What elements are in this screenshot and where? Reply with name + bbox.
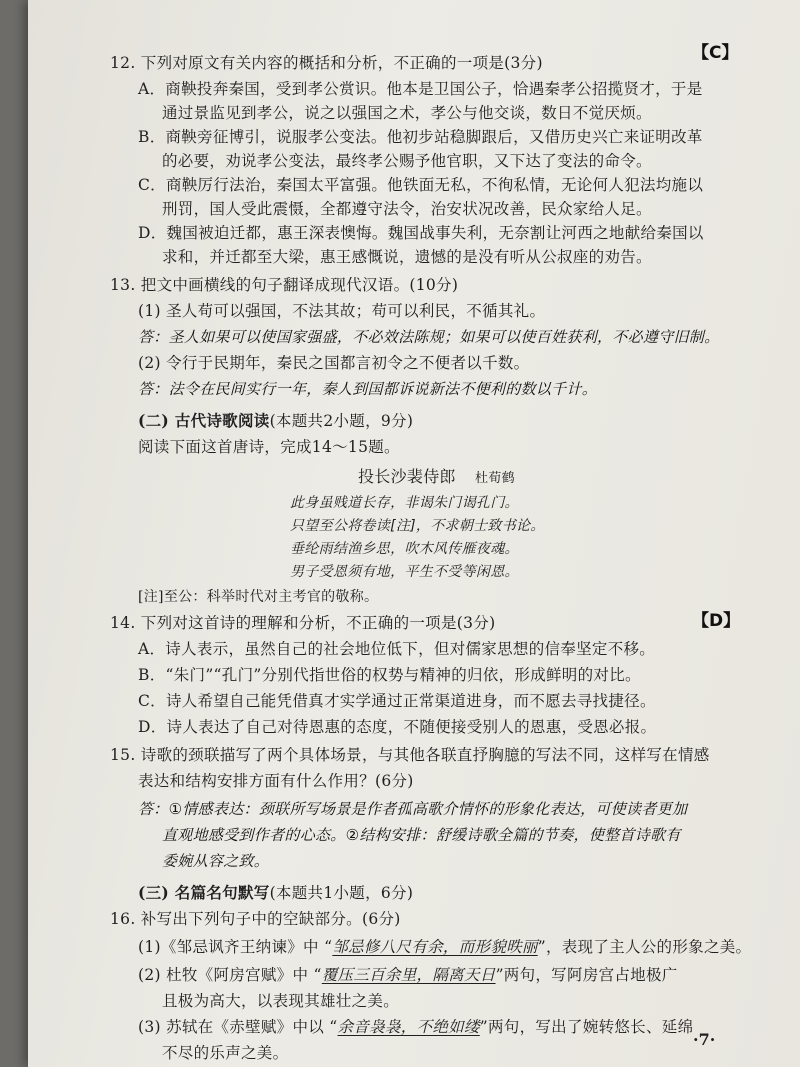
q12-option-d-line1: D．魏国被迫迁都，惠王深表懊悔。魏国战事失利，无奈割让河西之地献给秦国以	[138, 224, 704, 242]
poem-line-4: 男子受恩须有地，平生不受等闲恩。	[290, 564, 519, 580]
q16-item-3-prefix: (3) 苏轼在《赤壁赋》中以 “	[138, 1018, 338, 1036]
q16-item-2-answer: 覆压三百余里，隔离天日	[321, 966, 496, 984]
page-number: ·7·	[693, 1030, 716, 1049]
q16-item-1-answer: 邹忌修八尺有余，而形貌昳丽	[332, 938, 538, 956]
q13-answer-2: 答：法令在民间实行一年，秦人到国都诉说新法不便利的数以千计。	[138, 380, 598, 398]
q12-stem: 12. 下列对原文有关内容的概括和分析，不正确的一项是(3分)	[110, 54, 543, 72]
poem-heading	[358, 466, 515, 490]
q14-option-c: C．诗人希望自己能凭借真才实学通过正常渠道进身，而不愿去寻找捷径。	[138, 692, 656, 710]
q15-answer-line3: 委婉从容之致。	[162, 852, 270, 870]
q15-stem-line1: 15. 诗歌的颈联描写了两个具体场景，与其他各联直抒胸臆的写法不同，这样写在情感	[110, 746, 710, 764]
q16-stem: 16. 补写出下列句子中的空缺部分。(6分)	[110, 910, 401, 928]
q14-option-a: A．诗人表示，虽然自己的社会地位低下，但对儒家思想的信奉坚定不移。	[138, 640, 656, 658]
section-3-title: (三) 名篇名句默写	[138, 883, 270, 902]
q12-answer: 【C】	[692, 43, 739, 63]
q12-option-c-line1: C．商鞅厉行法治，秦国太平富强。他铁面无私，不徇私情，无论何人犯法均施以	[138, 176, 704, 194]
q14-option-d: D．诗人表达了自己对待恩惠的态度，不随便接受别人的恩惠，受恩必报。	[138, 718, 657, 736]
q15-answer-line2: 直观地感受到作者的心态。②结构安排：舒缓诗歌全篇的节奏，使整首诗歌有	[162, 826, 681, 844]
q16-item-2	[138, 964, 678, 986]
poem-author: 杜荀鹤	[475, 471, 515, 486]
q15-stem-line2: 表达和结构安排方面有什么作用？(6分)	[138, 772, 414, 790]
q13-stem: 13. 把文中画横线的句子翻译成现代汉语。(10分)	[110, 276, 459, 294]
q16-item-3-suffix: ”两句，写出了婉转悠长、延绵	[479, 1018, 694, 1036]
poem-title: 投长沙裴侍郎	[358, 467, 456, 486]
q13-answer-1: 答：圣人如果可以使国家强盛，不必效法陈规；如果可以使百姓获利，不必遵守旧制。	[138, 328, 720, 346]
poem-line-1: 此身虽贱道长存，非谒朱门谒孔门。	[290, 495, 519, 511]
q13-sentence-1: (1) 圣人苟可以强国，不法其故；苟可以利民，不循其礼。	[138, 302, 546, 320]
section-2-note: (本题共2小题，9分)	[269, 412, 414, 430]
q12-option-d-line2: 求和，并迁都至大梁，惠王感慨说，遗憾的是没有听从公叔座的劝告。	[162, 248, 652, 266]
section-2-heading	[138, 410, 413, 432]
poem-line-3: 垂纶雨结渔乡思，吹木风传雁夜魂。	[290, 541, 519, 557]
section-3-note: (本题共1小题，6分)	[269, 884, 414, 902]
q14-stem: 14. 下列对这首诗的理解和分析，不正确的一项是(3分)	[110, 614, 496, 632]
q12-option-a-line2: 通过景监见到孝公，说之以强国之术，孝公与他交谈，数日不觉厌烦。	[162, 104, 652, 122]
poem-intro: 阅读下面这首唐诗，完成14～15题。	[138, 438, 400, 456]
q12-option-c-line2: 刑罚，国人受此震慑，全都遵守法令，治安状况改善，民众家给人足。	[162, 200, 652, 218]
q16-item-2-cont: 且极为高大，以表现其雄壮之美。	[162, 992, 400, 1010]
q16-item-3-answer: 余音袅袅，不绝如缕	[337, 1018, 480, 1036]
exam-page	[28, 0, 800, 1067]
poem-note: [注]至公：科举时代对主考官的敬称。	[138, 589, 379, 605]
q12-option-a-line1: A．商鞅投奔秦国，受到孝公赏识。他本是卫国公子，恰遇秦孝公招揽贤才，于是	[138, 80, 703, 98]
q14-answer: 【D】	[692, 611, 741, 631]
q16-item-2-prefix: (2) 杜牧《阿房宫赋》中 “	[138, 966, 322, 984]
q13-sentence-2: (2) 令行于民期年，秦民之国都言初令之不便者以千数。	[138, 354, 530, 372]
q16-item-3-cont: 不尽的乐声之美。	[162, 1044, 289, 1062]
section-2-title: (二) 古代诗歌阅读	[138, 411, 270, 430]
section-3-heading	[138, 882, 413, 904]
q16-item-2-suffix: ”两句，写阿房宫占地极广	[495, 966, 678, 984]
q16-item-1-suffix: ”，表现了主人公的形象之美。	[537, 938, 752, 956]
q16-item-3	[138, 1016, 693, 1038]
q15-answer-line1: 答：①情感表达：颈联所写场景是作者孤高歌介情怀的形象化表达，可使读者更加	[138, 800, 688, 818]
q16-item-1-prefix: (1)《邹忌讽齐王纳谏》中 “	[138, 938, 333, 956]
q12-option-b-line2: 的必要，劝说孝公变法，最终孝公赐予他官职，又下达了变法的命令。	[162, 152, 652, 170]
q14-option-b: B．“朱门”“孔门”分别代指世俗的权势与精神的归依，形成鲜明的对比。	[138, 666, 641, 684]
q12-option-b-line1: B．商鞅旁征博引，说服孝公变法。他初步站稳脚跟后，又借历史兴亡来证明改革	[138, 128, 703, 146]
poem-line-2: 只望至公将卷读[注]，不求朝士致书论。	[290, 518, 545, 534]
q16-item-1	[138, 936, 751, 958]
